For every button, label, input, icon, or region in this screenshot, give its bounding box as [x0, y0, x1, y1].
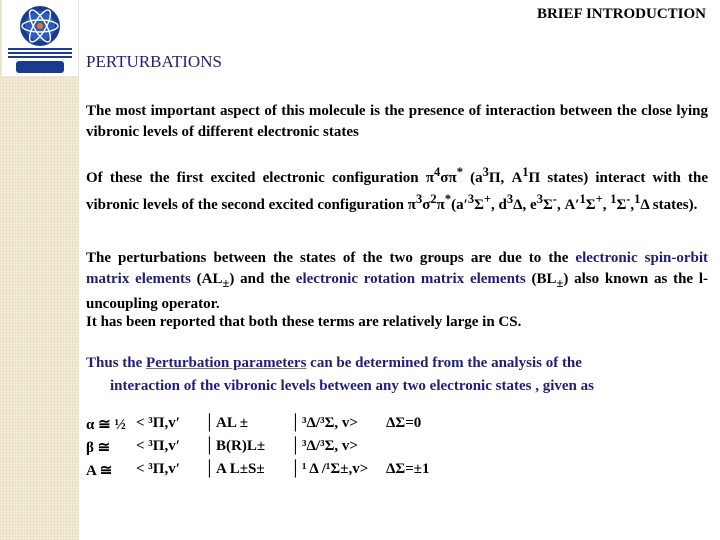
eq-bar: │: [204, 415, 215, 431]
text-run: Σ: [585, 197, 596, 213]
superscript: -: [626, 192, 631, 206]
text-run: Π states) interact with the vibronic levels of the second excited configuration π: [86, 170, 709, 213]
equation-A: [86, 461, 716, 483]
superscript: 1: [634, 192, 641, 206]
eq-bar: │: [290, 415, 301, 431]
superscript: -: [552, 192, 557, 206]
text-run: ) also known as the l-uncoupling operator.: [86, 271, 708, 312]
superscript: 3: [536, 192, 543, 206]
slide-header: BRIEF INTRODUCTION: [536, 6, 706, 22]
superscript: 4: [434, 165, 441, 179]
superscript: 3: [506, 192, 514, 206]
eq-operator: B(R)L±: [216, 438, 266, 454]
superscript: 1: [579, 192, 586, 206]
sidebar-decoration: [0, 0, 79, 540]
paragraph-parameters-cont: interaction of the vibronic levels between any two electronic states , given as: [110, 378, 594, 394]
superscript: 1: [522, 165, 529, 179]
text-run: (a′: [451, 197, 468, 213]
superscript: *: [456, 165, 463, 179]
eq-bar: │: [290, 438, 301, 454]
text-run: Δ states).: [640, 197, 698, 213]
eq-ket: ³Δ/³Σ, v>: [302, 438, 358, 454]
eq-bar: │: [204, 461, 215, 477]
equation-beta: [86, 438, 716, 460]
superscript: +: [483, 192, 492, 206]
eq-symbol: A ≅: [86, 463, 113, 479]
text-run: The perturbations between the states of the two groups are due to the: [86, 250, 576, 266]
eq-operator: A L±S±: [216, 461, 265, 477]
eq-bar: │: [290, 461, 301, 477]
text-run: Π, A: [488, 170, 523, 186]
section-title: PERTURBATIONS: [86, 52, 222, 71]
highlight-rotation: electronic rotation matrix elements: [295, 271, 526, 287]
highlight-spin-orbit: electronic spin-orbit matrix elements: [86, 250, 708, 287]
eq-condition: ΔΣ=0: [386, 415, 422, 431]
text-run: Thus the: [86, 355, 147, 371]
text-run: (BL: [525, 271, 557, 287]
text-run: (AL: [190, 271, 223, 287]
perturbation-parameters-link: Perturbation parameters: [146, 355, 307, 371]
superscript: 1: [610, 192, 617, 206]
text-run: π: [436, 197, 445, 213]
barc-logo: [2, 0, 78, 76]
eq-bra: < ³Π,v′: [136, 415, 180, 431]
subscript: ±: [222, 276, 230, 290]
text-run: Of these the first excited electronic configuration π: [86, 170, 435, 186]
text-run: Δ, e: [513, 197, 537, 213]
text-run: Σ: [616, 197, 627, 213]
eq-ket: ³Δ/³Σ, v>: [302, 415, 358, 431]
text-run: , A′: [556, 197, 580, 213]
eq-operator: AL ±: [216, 415, 248, 431]
eq-condition: ΔΣ=±1: [386, 461, 430, 477]
superscript: 2: [430, 192, 437, 206]
eq-bra: < ³Π,v′: [136, 461, 180, 477]
text-run: Σ: [474, 197, 484, 213]
superscript: *: [444, 192, 452, 206]
eq-symbol: β ≅: [86, 440, 111, 456]
text-run: ) and the: [229, 271, 296, 287]
superscript: 3: [467, 192, 475, 206]
eq-symbol: α ≅ ½: [86, 417, 126, 433]
eq-bar: │: [204, 438, 215, 454]
superscript: +: [595, 192, 603, 206]
paragraph-parameters: [86, 353, 708, 374]
text-run: , d: [491, 197, 507, 213]
text-run: σπ: [440, 170, 457, 186]
subscript: ±: [556, 276, 564, 290]
text-run: σ: [422, 197, 431, 213]
text-run: ,: [602, 197, 611, 213]
paragraph-configurations: [86, 162, 708, 216]
eq-bra: < ³Π,v′: [136, 438, 180, 454]
text-run: Σ: [542, 197, 553, 213]
eq-ket: ¹ Δ /¹Σ±,v>: [302, 461, 369, 477]
paragraph-perturbations: [86, 248, 708, 315]
paragraph-intro: The most important aspect of this molecule is the presence of interaction between the close lying vibronic levels of different electronic states: [86, 103, 708, 140]
text-run: (a: [462, 170, 483, 186]
superscript: 3: [416, 192, 423, 206]
text-run: ,: [630, 197, 635, 213]
equation-alpha: [86, 415, 716, 437]
superscript: 3: [482, 165, 489, 179]
text-run: can be determined from the analysis of the: [306, 355, 582, 371]
paragraph-cs-note: It has been reported that both these terms are relatively large in CS.: [86, 314, 522, 330]
